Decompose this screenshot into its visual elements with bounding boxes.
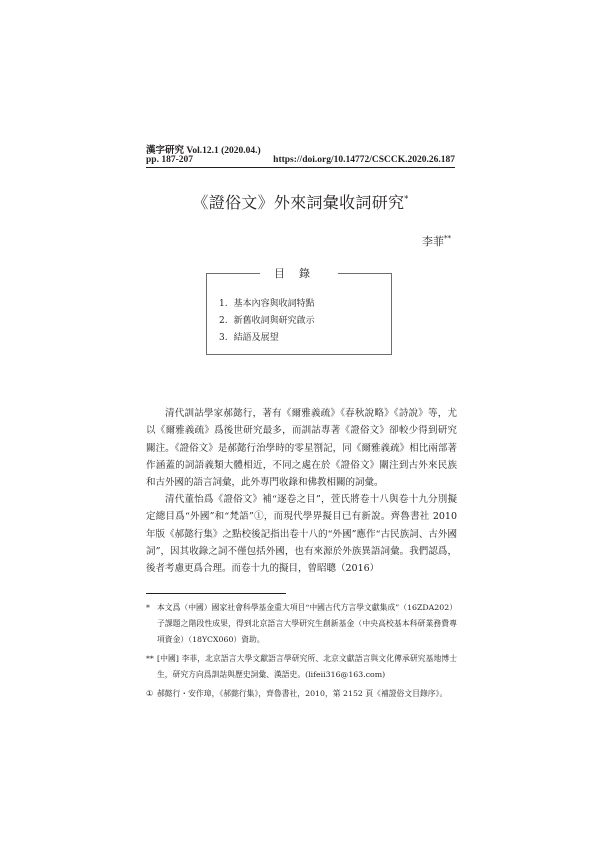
footnote-mark: *	[146, 603, 150, 612]
footnote-rule	[146, 593, 286, 594]
footnote-1	[146, 686, 457, 702]
journal-info: 漢字研究 Vol.12.1 (2020.04.)	[146, 146, 261, 156]
footnote-text: 本文爲（中國）國家社會科學基金重大項目“中國古代方言學文獻集成”（16ZDA202）子課題之階段性成果，得到北京語言大學研究生創新基金（中央高校基本科研業務費專項資金）（18YCX060）資助。	[157, 603, 457, 644]
footnote-funding	[146, 600, 457, 648]
toc-item-2	[219, 313, 315, 330]
toc-item-number: 1.	[219, 299, 228, 309]
table-of-contents	[206, 267, 392, 355]
toc-item-label: 基本內容與收詞特點	[233, 299, 315, 309]
footnote-text: 郝懿行・安作璋，《郝懿行集》，齊魯書社，2010，第 2152 頁《補證俗文目錄序》。	[157, 689, 448, 698]
toc-list	[219, 296, 315, 347]
article-title	[146, 190, 455, 213]
footnotes	[146, 600, 457, 705]
footnote-author	[146, 651, 457, 683]
body-paragraph-2: 清代董怡爲《證俗文》補“逐卷之目”，萱氏將卷十八與卷十九分別擬定總目爲“外國”和“梵語”①，而現代學界擬目已有新說。齊魯書社 2010 年版《郝懿行集》之點校後記指出卷十八的“外國”應作“古民族詞、古外國詞”，因其收錄之詞不僅包括外國，也有來源於外族異語詞彙。我們認爲，後者考慮更爲合理。而卷十九的擬目，曾昭聰（2016）	[146, 494, 457, 575]
page-range: pp. 187-207	[146, 155, 193, 165]
toc-item-label: 新舊收詞與研究啟示	[233, 316, 315, 326]
footnote-mark: **	[146, 654, 154, 663]
header-rule	[146, 167, 455, 168]
toc-item-number: 3.	[219, 333, 228, 343]
toc-heading: 目錄	[260, 265, 338, 281]
toc-item-number: 2.	[219, 316, 228, 326]
toc-item-1	[219, 296, 315, 313]
author-footnote-mark[interactable]: **	[444, 234, 451, 243]
doi-link[interactable]: https://doi.org/10.14772/CSCCK.2020.26.187	[273, 155, 455, 165]
title-footnote-mark[interactable]: *	[404, 194, 409, 204]
author-name-text: 李菲	[422, 235, 444, 248]
author-name	[422, 233, 451, 249]
body-paragraph-1: 清代訓詁學家郝懿行，著有《爾雅義疏》《春秋說略》《詩說》等，尤以《爾雅義疏》爲後世研究最多，而訓詁專著《證俗文》卻較少得到研究關注。《證俗文》是郝懿行治學時的零星劄記，同《爾雅義疏》相比兩部著作涵蓋的詞語義類大體相近，不同之處在於《證俗文》關注到古外來民族和古外國的語言詞彙，此外專門收錄和佛教相關的詞彙。	[146, 408, 457, 489]
article-title-text: 《證俗文》外來詞彙收詞研究	[192, 193, 405, 212]
footnote-text: [中國] 李菲，北京語言大學文獻語言學研究所、北京文獻語言與文化傳承研究基地博士生，研究方向爲訓詁與歷史詞彙、漢語史。(lifeii316@163.com)	[157, 654, 457, 679]
toc-item-label: 結語及展望	[233, 333, 279, 343]
toc-item-3	[219, 330, 315, 347]
footnote-mark: ①	[146, 689, 153, 698]
